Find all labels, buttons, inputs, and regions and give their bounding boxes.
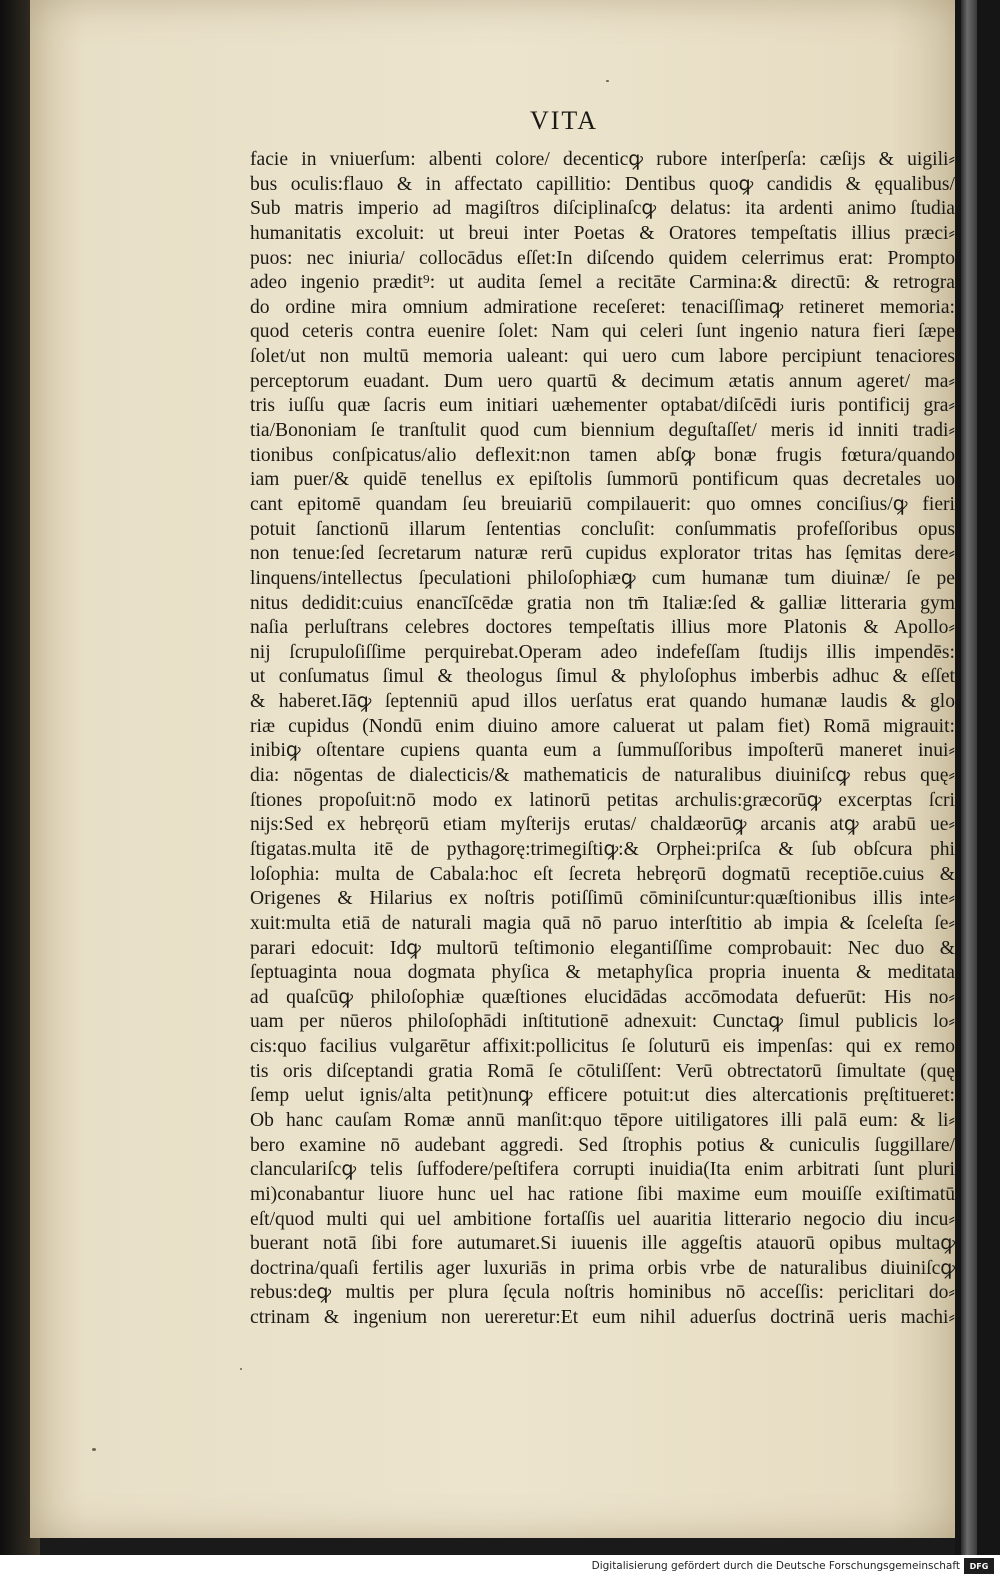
running-head: VITA xyxy=(530,106,599,135)
text-line: potuit ſanctionū illarum ſententias concluſit: conſummatis profeſſoribus opus xyxy=(250,518,955,540)
text-line: iam puer/& quidē tenellus ex epiſtolis ſummorū pontificum quas decretales uo xyxy=(250,469,955,491)
text-line: quod ceteris contra euenire ſolet: Nam qui celeri ſunt ingenio natura fieri ſæpe xyxy=(250,321,955,343)
text-line: perceptorum euadant. Dum uero quartū & decimum ætatis annum ageret/ ma⸗ xyxy=(250,370,955,392)
body-text xyxy=(250,148,955,1331)
paper-speck xyxy=(92,1448,96,1451)
text-line: ut conſumatus ſimul & theologus ſimul & phyloſophus imberbis adhuc & eſſet xyxy=(250,666,955,688)
text-line: tis oris diſceptandi gratia Romā ſe cōtuliſſent: Verū obtrectatorū ſimultate (quę xyxy=(250,1060,955,1082)
text-line: linquens/intellectus ſpeculationi philoſophiæꝙ cum humanæ tum diuinæ/ ſe pe xyxy=(250,567,955,589)
text-line: & haberet.Iāꝙ ſeptenniū apud illos uerſatus erat quando humanæ laudis & glo xyxy=(250,691,955,713)
text-line: cant epitomē quandam ſeu breuiariū compilauerit: quo omnes conciſius/ꝙ fieri xyxy=(250,493,955,515)
digitization-credit: Digitalisierung gefördert durch die Deutsche Forschungsgemeinschaft xyxy=(591,1560,960,1572)
text-line: adeo ingenio prædit⁹: ut audita ſemel a recitāte Carmina:& directū: & retrogra xyxy=(250,272,955,294)
text-line: riæ cupidus (Nondū enim diuino amore caluerat ut palam fiet) Romā migrauit: xyxy=(250,715,955,737)
text-line: bus oculis:flauo & in affectato capillitio: Dentibus quoꝙ candidis & ęqualibus/ xyxy=(250,173,955,195)
text-line: ſtigatas.multa itē de pythagorę:trimegiſtiꝙ:& Orphei:priſca & ſub obſcura phi xyxy=(250,838,955,860)
text-line: cis:quo facilius vulgarētur affixit:pollicitus ſe ſoluturū eis impenſas: qui ex remo xyxy=(250,1036,955,1058)
book-spine-edge xyxy=(955,0,1000,1555)
text-line: nijs:Sed ex hebręorū etiam myſterijs erutas/ chaldæorūꝙ arcanis atꝙ arabū ue⸗ xyxy=(250,814,955,836)
text-line: rebus:deꝙ multis per plura ſęcula noſtris hominibus nō acceſſis: periclitari do⸗ xyxy=(250,1282,955,1304)
text-line: Origenes & Hilarius ex noſtris potiſſimū cōminiſcuntur:quæſtionibus illis inte⸗ xyxy=(250,888,955,910)
text-line: do ordine mira omnium admiratione receſeret: tenaciſſimaꝙ retineret memoria: xyxy=(250,296,955,318)
text-line: clanculariſcꝙ telis ſuffodere/peſtifera corrupti inuidia(Ita enim arbitrati ſunt pluri xyxy=(250,1159,955,1181)
text-line: puos: nec iniuria/ collocādus eſſet:In diſcendo quidem celerrimus erat: Prompto xyxy=(250,247,955,269)
text-line: bero examine nō audebant aggredi. Sed ſtrophis potius & cuniculis ſuggillare/ xyxy=(250,1134,955,1156)
text-line: tris iuſſu quæ ſacris eum initiari uæhementer optabat/diſcēdi iuris pontificij gra⸗ xyxy=(250,395,955,417)
text-line: nitus dedidit:cuius enancīſcēdæ gratia non tm̄ Italiæ:ſed & galliæ litteraria gym xyxy=(250,592,955,614)
text-line: Ob hanc cauſam Romæ annū manſit:quo tēpore uitiligatores illi palā eum: & li⸗ xyxy=(250,1109,955,1131)
text-line: facie in vniuerſum: albenti colore/ decenticꝙ rubore interſperſa: cæſijs & uigili⸗ xyxy=(250,149,955,170)
text-line: humanitatis excoluit: ut breui inter Poetas & Oratores tempeſtatis illius præci⸗ xyxy=(250,222,955,244)
text-line: naſia perluſtrans celebres doctores tempeſtatis illius more Platonis & Apollo⸗ xyxy=(250,617,955,639)
text-line: nij ſcrupuloſiſſime perquirebat.Operam adeo indefeſſam ſtudijs illis impendēs: xyxy=(250,641,955,663)
text-line: ſeptuaginta noua dogmata phyſica & metaphyſica propria inuenta & meditata xyxy=(250,962,955,984)
text-line: ſtiones propoſuit:nō modo ex latinorū petitas archulis:græcorūꝙ excerptas ſcri xyxy=(250,789,955,811)
paper-speck xyxy=(240,1368,242,1370)
text-line: loſophia: multa de Cabala:hoc eſt ſecreta hebręorū dogmatū receptiōe.cuius & xyxy=(250,863,955,885)
spine-strip xyxy=(961,0,977,1555)
text-line: tionibus conſpicatus/alio deflexit:non tamen abſꝙ bonæ frugis fœtura/quando xyxy=(250,444,955,466)
text-line: ſemp uelut ignis/alta petit)nunꝙ efficere potuit:ut dies altercationis pręſtitueret: xyxy=(250,1085,955,1107)
text-line: non tenue:ſed ſecretarum naturæ rerū cupidus explorator tritas has ſęmitas dere⸗ xyxy=(250,543,955,565)
text-line: ſolet/ut non multū memoria ualeant: qui uero cum labore percipiunt tenaciores xyxy=(250,346,955,368)
dfg-logo: DFG xyxy=(964,1558,994,1574)
text-line: uam per nūeros philoſophādi inſtitutionē adnexuit: Cunctaꝙ ſimul publicis lo⸗ xyxy=(250,1011,955,1033)
text-line: Sub matris imperio ad magiſtros diſciplinaſcꝙ delatus: ita ardenti animo ſtudia xyxy=(250,198,955,220)
text-line: mi)conabantur liuore hunc uel hac ratione ſibi maxime eum mouiſſe exiſtimatū xyxy=(250,1183,955,1205)
text-line: dia: nōgentas de dialecticis/& mathematicis de naturalibus diuiniſcꝙ rebus quę⸗ xyxy=(250,765,955,787)
text-line: eſt/quod multi qui uel ambitione fortaſſis uel auaritia litterario negocio diu incu⸗ xyxy=(250,1208,955,1230)
paper-speck xyxy=(606,80,609,82)
text-line: ad quaſcūꝙ philoſophiæ quæſtiones elucidādas accōmodata defuerūt: His no⸗ xyxy=(250,986,955,1008)
text-line: inibiꝙ oſtentare cupiens quanta eum a ſummuſſoribus impoſterū maneret inui⸗ xyxy=(250,740,955,762)
text-line: parari edocuit: Idꝙ multorū teſtimonio elegantiſſime comprobauit: Nec duo & xyxy=(250,937,955,959)
text-line: ctrinam & ingenium non uereretur:Et eum nihil aduerſus doctrinā ueris machi⸗ xyxy=(250,1307,955,1329)
text-line: doctrina/quaſi fertilis ager luxuriās in prima orbis vrbe de naturalibus diuiniſcꝙ xyxy=(250,1257,955,1279)
text-line: xuit:multa etiā de naturali magia quā nō paruo interſtitio ab impia & ſceleſta ſe⸗ xyxy=(250,912,955,934)
text-line: buerant notā ſibi fore autumaret.Si iuuenis ille aggeſtis atauorū opibus multaꝙ xyxy=(250,1233,955,1255)
text-line: tia/Bononiam ſe tranſtulit quod cum biennium deguſtaſſet/ meris id inniti tradi⸗ xyxy=(250,420,955,442)
